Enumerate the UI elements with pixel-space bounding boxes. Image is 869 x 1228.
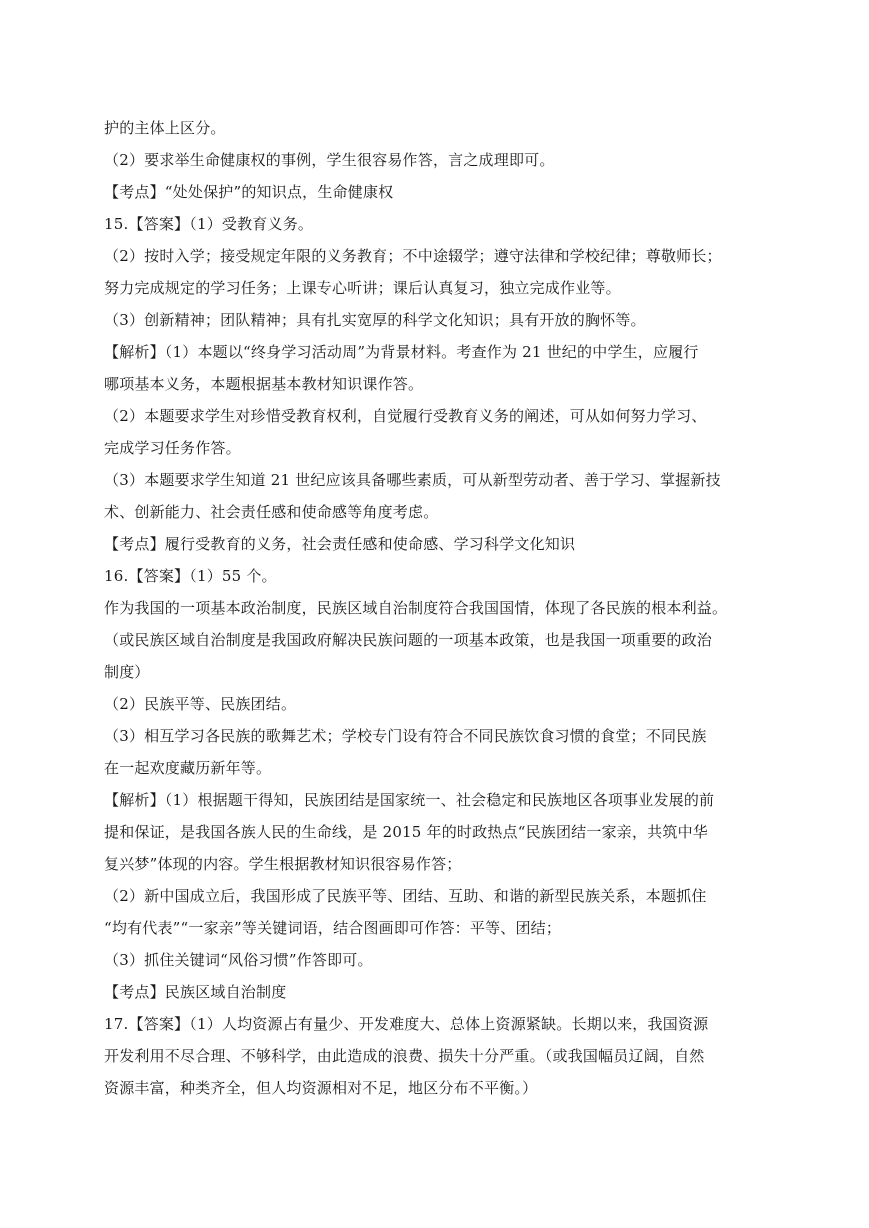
text-line: 作为我国的一项基本政治制度，民族区域自治制度符合我国国情，体现了各民族的根本利益。 [104, 599, 728, 617]
text-line: （2）本题要求学生对珍惜受教育权利，自觉履行受教育义务的阐述，可从如何努力学习、 [104, 407, 707, 425]
text-line: （3）抓住关键词“风俗习惯”作答即可。 [104, 951, 373, 969]
text-line: 16.【答案】（1）55 个。 [104, 567, 277, 585]
text-line: 开发利用不尽合理、不够科学，由此造成的浪费、损失十分严重。（或我国幅员辽阔，自然 [104, 1047, 705, 1065]
text-line: 【解析】（1）根据题干得知，民族团结是国家统一、社会稳定和民族地区各项事业发展的前 [104, 791, 715, 809]
text-line: （3）本题要求学生知道 21 世纪应该具备哪些素质，可从新型劳动者、善于学习、掌握新技 [104, 471, 721, 489]
text-line: “均有代表”“一家亲”等关键词语，结合图画即可作答：平等、团结； [104, 919, 562, 937]
text-line: 哪项基本义务，本题根据基本教材知识课作答。 [104, 375, 424, 393]
text-line: 护的主体上区分。 [104, 119, 226, 137]
text-line: 完成学习任务作答。 [104, 439, 241, 457]
text-line: 努力完成规定的学习任务；上课专心听讲；课后认真复习，独立完成作业等。 [104, 279, 621, 297]
text-line: （2）民族平等、民族团结。 [104, 695, 297, 713]
answer-text-body [104, 112, 784, 1104]
text-line: 【解析】（1）本题以“终身学习活动周”为背景材料。考查作为 21 世纪的中学生，应履行 [104, 343, 699, 361]
text-line: 【考点】民族区域自治制度 [104, 983, 287, 1001]
text-line: （2）新中国成立后，我国形成了民族平等、团结、互助、和谐的新型民族关系，本题抓住 [104, 887, 707, 905]
text-line: 【考点】履行受教育的义务，社会责任感和使命感、学习科学文化知识 [104, 535, 576, 553]
text-line: 在一起欢度藏历新年等。 [104, 759, 272, 777]
text-line: 17.【答案】（1）人均资源占有量少、开发难度大、总体上资源紧缺。长期以来，我国资源 [104, 1015, 709, 1033]
text-line: （2）按时入学；接受规定年限的义务教育；不中途辍学；遵守法律和学校纪律；尊敬师长； [104, 247, 722, 265]
text-line: 提和保证，是我国各族人民的生命线，是 2015 年的时政热点“民族团结一家亲，共筑中华 [104, 823, 708, 841]
text-line: （3）相互学习各民族的歌舞艺术；学校专门设有符合不同民族饮食习惯的食堂；不同民族 [104, 727, 707, 745]
text-line: 资源丰富，种类齐全，但人均资源相对不足，地区分布不平衡。） [104, 1079, 538, 1097]
text-line: （3）创新精神；团队精神；具有扎实宽厚的科学文化知识；具有开放的胸怀等。 [104, 311, 646, 329]
text-line: 15.【答案】（1）受教育义务。 [104, 215, 314, 233]
text-line: （或民族区域自治制度是我国政府解决民族问题的一项基本政策，也是我国一项重要的政治 [104, 631, 713, 649]
text-line: 复兴梦”体现的内容。学生根据教材知识很容易作答； [104, 855, 462, 873]
text-line: 术、创新能力、社会责任感和使命感等角度考虑。 [104, 503, 439, 521]
text-line: 【考点】“处处保护”的知识点，生命健康权 [104, 183, 394, 201]
text-line: 制度） [104, 663, 150, 681]
text-line: （2）要求举生命健康权的事例，学生很容易作答，言之成理即可。 [104, 151, 555, 169]
